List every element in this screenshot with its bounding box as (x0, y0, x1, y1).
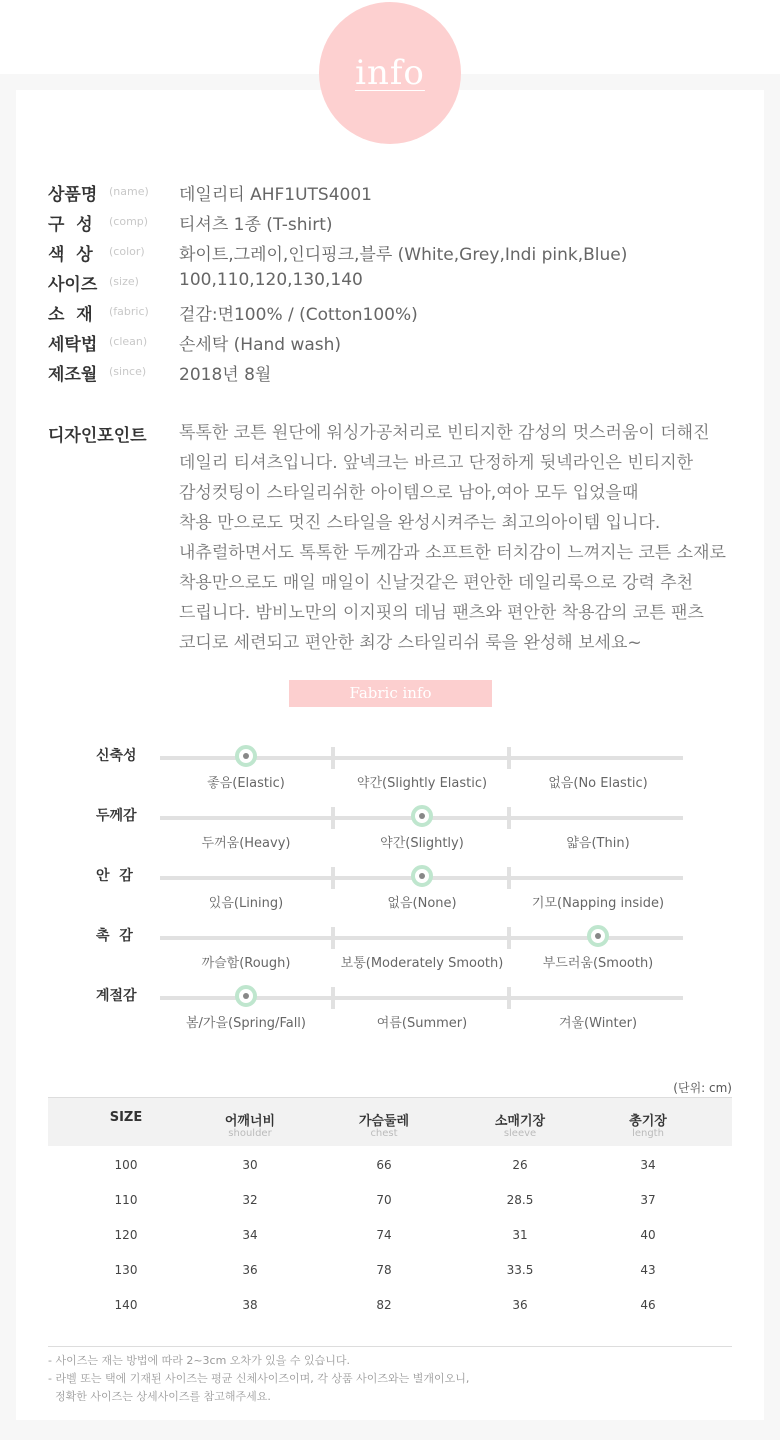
table-row (48, 1286, 732, 1321)
table-cell: 78 (376, 1263, 392, 1277)
table-cell: 37 (640, 1193, 656, 1207)
table-header-sub: sleeve (503, 1128, 537, 1139)
fabric-option: 있음(Lining) (208, 896, 284, 911)
table-row (48, 1216, 732, 1251)
table-cell: 40 (640, 1228, 656, 1242)
table-cell: 46 (640, 1298, 656, 1312)
fabric-selected-marker (411, 865, 433, 887)
fabric-option: 없음(No Elastic) (548, 776, 648, 791)
fabric-selected-marker (411, 805, 433, 827)
fabric-label: 신축성 (96, 748, 137, 764)
fabric-option: 봄/가을(Spring/Fall) (185, 1016, 306, 1031)
table-cell: 82 (376, 1298, 392, 1312)
info-label: 사이즈 (48, 275, 98, 295)
table-cell: 34 (640, 1158, 656, 1172)
table-cell: 26 (512, 1158, 528, 1172)
design-line: 착용만으로도 매일 매일이 신날것같은 편안한 데일리룩으로 강력 추천 (179, 573, 694, 593)
info-sub-label: (color) (109, 245, 145, 258)
fabric-tick (331, 927, 335, 949)
fabric-option: 겨울(Winter) (558, 1016, 638, 1031)
info-value: 2018년 8월 (179, 365, 272, 385)
table-row (48, 1146, 732, 1181)
note-line: - 라벨 또는 택에 기재된 사이즈는 평균 신체사이즈이며, 각 상품 사이즈와는 별개이오니, (48, 1372, 470, 1385)
fabric-row (0, 748, 780, 806)
table-cell: 120 (114, 1228, 138, 1242)
info-label: 세탁법 (48, 335, 98, 355)
info-sub-label: (clean) (109, 335, 148, 348)
fabric-option: 약간(Slightly Elastic) (356, 776, 488, 791)
info-value: 화이트,그레이,인디핑크,블루 (White,Grey,Indi pink,Blue) (179, 245, 628, 265)
table-body (48, 1146, 732, 1321)
fabric-option: 얇음(Thin) (566, 836, 630, 851)
info-label: 구 성 (48, 215, 93, 235)
table-header-cell: 총기장 length (578, 1110, 718, 1139)
info-label: 색 상 (48, 245, 93, 265)
table-cell: 30 (242, 1158, 258, 1172)
unit-label: (단위: cm) (673, 1081, 732, 1095)
table-cell: 100 (114, 1158, 138, 1172)
fabric-row (0, 868, 780, 926)
fabric-option: 보통(Moderately Smooth) (340, 956, 504, 971)
size-notes (48, 1352, 469, 1406)
fabric-selected-marker (235, 745, 257, 767)
fabric-info-title: Fabric info (289, 680, 492, 707)
design-line: 톡톡한 코튼 원단에 워싱가공처리로 빈티지한 감성의 멋스러움이 더해진 (179, 423, 710, 443)
fabric-row (0, 928, 780, 986)
table-header-cell: 소매기장 sleeve (450, 1110, 590, 1139)
fabric-tick (331, 987, 335, 1009)
fabric-option: 없음(None) (387, 896, 457, 911)
design-line: 감성컷팅이 스타일리쉬한 아이템으로 남아,여아 모두 입었을때 (179, 483, 639, 503)
info-value: 데일리티 AHF1UTS4001 (179, 185, 372, 205)
fabric-row (0, 988, 780, 1046)
fabric-tick (507, 807, 511, 829)
info-title: info (355, 53, 425, 93)
fabric-tick (507, 867, 511, 889)
note-line: - 사이즈는 재는 방법에 따라 2~3cm 오차가 있을 수 있습니다. (48, 1354, 351, 1367)
design-line: 내츄럴하면서도 톡톡한 두께감과 소프트한 터치감이 느껴지는 코튼 소재로 (179, 543, 726, 563)
table-cell: 31 (512, 1228, 528, 1242)
fabric-row (0, 808, 780, 866)
fabric-option: 까슬함(Rough) (201, 956, 291, 971)
table-header (48, 1097, 732, 1146)
table-header-cell: SIZE (109, 1110, 143, 1125)
info-row (48, 300, 748, 330)
fabric-option: 좋음(Elastic) (207, 776, 285, 791)
info-label: 상품명 (48, 185, 98, 205)
info-row (48, 360, 748, 390)
fabric-tick (507, 927, 511, 949)
fabric-tick (507, 747, 511, 769)
table-header-cell: 어깨너비 shoulder (180, 1110, 320, 1139)
table-cell: 34 (242, 1228, 258, 1242)
table-cell: 36 (512, 1298, 528, 1312)
info-sub-label: (name) (109, 185, 149, 198)
info-label: 제조월 (48, 365, 98, 385)
info-row (48, 240, 748, 270)
fabric-option: 약간(Slightly) (380, 836, 464, 851)
info-sub-label: (comp) (109, 215, 149, 228)
table-cell: 66 (376, 1158, 392, 1172)
table-cell: 33.5 (506, 1263, 534, 1277)
fabric-label: 계절감 (96, 988, 137, 1004)
table-cell: 110 (114, 1193, 138, 1207)
table-cell: 38 (242, 1298, 258, 1312)
info-row (48, 210, 748, 240)
table-cell: 43 (640, 1263, 656, 1277)
fabric-option: 기모(Napping inside) (531, 896, 665, 911)
table-cell: 36 (242, 1263, 258, 1277)
table-header-sub: chest (370, 1128, 398, 1139)
fabric-tick (507, 987, 511, 1009)
design-line: 코디로 세련되고 편안한 최강 스타일리쉬 룩을 완성해 보세요~ (179, 633, 642, 653)
table-cell: 140 (114, 1298, 138, 1312)
info-badge (319, 2, 461, 144)
table-cell: 70 (376, 1193, 392, 1207)
table-bottom-divider (48, 1346, 732, 1347)
table-cell: 32 (242, 1193, 258, 1207)
info-row (48, 270, 748, 300)
fabric-option: 부드러움(Smooth) (542, 956, 654, 971)
fabric-tick (331, 867, 335, 889)
table-row (48, 1181, 732, 1216)
fabric-tick (331, 747, 335, 769)
info-row (48, 330, 748, 360)
fabric-selected-marker (587, 925, 609, 947)
design-point-label: 디자인포인트 (48, 426, 147, 446)
design-point-text (179, 418, 779, 658)
table-cell: 130 (114, 1263, 138, 1277)
fabric-tick (331, 807, 335, 829)
note-line: 정확한 사이즈는 상세사이즈를 참고해주세요. (48, 1390, 271, 1403)
fabric-label: 안 감 (96, 868, 133, 884)
info-row (48, 180, 748, 210)
table-header-sub: shoulder (228, 1128, 272, 1139)
info-label: 소 재 (48, 305, 93, 325)
info-value: 티셔츠 1종 (T-shirt) (179, 215, 333, 235)
table-cell: 74 (376, 1228, 392, 1242)
info-value: 겉감:면100% / (Cotton100%) (179, 305, 418, 325)
table-row (48, 1251, 732, 1286)
info-sub-label: (since) (109, 365, 147, 378)
table-header-cell: 가슴둘레 chest (314, 1110, 454, 1139)
fabric-label: 두께감 (96, 808, 137, 824)
fabric-option: 여름(Summer) (376, 1016, 468, 1031)
info-sub-label: (size) (109, 275, 139, 288)
info-sub-label: (fabric) (109, 305, 149, 318)
design-line: 데일리 티셔츠입니다. 앞넥크는 바르고 단정하게 뒷넥라인은 빈티지한 (179, 453, 694, 473)
design-line: 착용 만으로도 멋진 스타일을 완성시켜주는 최고의아이템 입니다. (179, 513, 661, 533)
info-value: 손세탁 (Hand wash) (179, 335, 342, 355)
fabric-label: 촉 감 (96, 928, 133, 944)
info-value: 100,110,120,130,140 (179, 270, 363, 290)
design-line: 드립니다. 밤비노만의 이지핏의 데님 팬츠와 편안한 착용감의 코튼 팬츠 (179, 603, 704, 623)
table-cell: 28.5 (506, 1193, 534, 1207)
fabric-option: 두꺼움(Heavy) (201, 836, 291, 851)
fabric-selected-marker (235, 985, 257, 1007)
size-table (48, 1097, 732, 1321)
table-header-sub: length (632, 1128, 664, 1139)
